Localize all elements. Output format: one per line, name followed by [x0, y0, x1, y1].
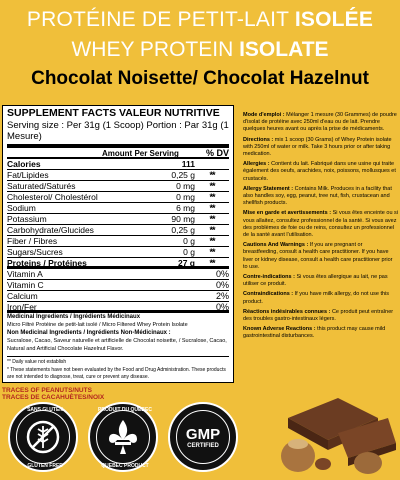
nutrient-value: 0 g	[183, 247, 195, 257]
nutrient-name: Cholesterol/ Cholestérol	[7, 192, 98, 202]
vitamin-row	[7, 302, 229, 313]
vitamin-row	[7, 291, 229, 302]
chocolate-hazelnut-image	[268, 388, 398, 476]
nutrient-dv	[195, 159, 229, 169]
nutrient-value: 90 mg	[171, 214, 195, 224]
amount-header: Amount Per Serving % DV	[7, 148, 229, 159]
reactions-fr: Réactions indésirables connues : Ce produit peut entraîner des troubles gastro-intestinaux légers.	[243, 308, 394, 323]
nutrient-dv: **	[209, 181, 215, 191]
contraindications: Contraindications : If you have milk allergy, do not use this product.	[243, 291, 390, 305]
allergy-en: Allergy Statement : Contains Milk. Produces in a facility that also handles soy, egg, peanut, tree nut, fish, crustacean and shellfish products.	[243, 185, 392, 207]
vitamin-row	[7, 269, 229, 280]
nutrient-row	[7, 236, 229, 247]
mise-en-garde: Mise en garde et avertissements : Si vous êtes enceinte ou si vous allaitez, consultez professionnel de la santé. Si vous avez des problèmes de foie ou de reins, consultez un professionnel de la santé avant l'utilisation.	[243, 210, 399, 239]
footnotes	[7, 356, 229, 382]
nutrient-dv: **	[209, 192, 215, 202]
vitamin-dv: 0%	[215, 269, 229, 279]
nutrient-name: Calories	[7, 159, 41, 169]
vitamin-name: Calcium	[7, 291, 38, 301]
facts-heading: SUPPLEMENT FACTS VALEUR NUTRITIVE	[7, 107, 220, 119]
gluten-free-badge: SANS GLUTEN GLUTEN FREE	[8, 402, 78, 472]
nutrient-dv: **	[209, 225, 215, 235]
title-english: WHEY PROTEIN ISOLATE	[71, 38, 329, 61]
nutrient-row	[7, 192, 229, 203]
serving-size: Serving size : Per 31g (1 Scoop) Portion : Par 31g (1 Mesure)	[7, 120, 229, 148]
nutrient-name: Fat/Lipides	[7, 170, 49, 180]
fleur-de-lis-icon	[96, 410, 150, 464]
nutrient-name: Carbohydrate/Glucides	[7, 225, 94, 235]
nonmed-ing-label: Non Medicinal Ingredients / Ingrédients Non-Médicinaux :	[7, 330, 171, 336]
vitamin-dv: 0%	[215, 280, 229, 290]
title-french: PROTÉINE DE PETIT-LAIT ISOLÉE	[26, 8, 374, 31]
quebec-product-badge: PRODUIT DU QUÉBEC QUEBEC PRODUCT	[88, 402, 158, 472]
directions: Directions : mix 1 scoop (30 Grams) of Whey Protein isolate with 250ml of water or milk. Take 3 hours prior or after taking medication.	[243, 136, 392, 158]
nutrient-name: Sodium	[7, 203, 36, 213]
usage-info	[243, 112, 398, 344]
nutrient-name: Fiber / Fibres	[7, 236, 58, 246]
nutrient-name: Sugars/Sucres	[7, 247, 63, 257]
supplement-facts-panel	[2, 105, 234, 383]
nutrient-name: Potassium	[7, 214, 47, 224]
nutrient-name: Saturated/Saturés	[7, 181, 76, 191]
nutrient-row	[7, 203, 229, 214]
nutrient-value: 6 mg	[176, 203, 195, 213]
vitamin-rows	[7, 269, 229, 313]
nutrient-value: 0 mg	[176, 181, 195, 191]
nutrient-value: 0,25 g	[171, 170, 195, 180]
gmp-certified-badge: GMP CERTIFIED	[168, 402, 238, 472]
nutrient-row	[7, 258, 229, 269]
contre-indications: Contre-indications : Si vous êtes allergique au lait, ne pas utiliser ce produit.	[243, 274, 388, 288]
nutrient-row	[7, 247, 229, 258]
adverse-reactions: Known Adverse Reactions : this product may cause mild gastrointestinal disturbances.	[243, 326, 386, 340]
nutrient-value: 0,25 g	[171, 225, 195, 235]
nutrient-row	[7, 214, 229, 225]
nutrient-row	[7, 225, 229, 236]
vitamin-row	[7, 280, 229, 291]
med-ing-label: Medicinal Ingredients / Ingrédients Médicinaux	[7, 314, 141, 320]
nutrient-row	[7, 159, 229, 170]
flavor-title: Chocolat Noisette/ Chocolat Hazelnut	[31, 68, 369, 89]
nutrient-dv: **	[209, 203, 215, 213]
nutrient-dv: **	[209, 170, 215, 180]
nutrient-dv: **	[209, 258, 215, 268]
cautions: Cautions And Warnings : If you are pregnant or breastfeeding, consult a health care practitioner. If you have liver or kidney disease, consult a health care practitioner prior to use.	[243, 242, 393, 270]
mode-emploi: Mode d'emploi : Mélanger 1 mesure (30 Grammes) de poudre d'isolat de protéine avec 250ml d'eau ou de lait. Prendre quelques heures avant ou après la prise de médicaments.	[243, 112, 397, 133]
ingredients	[7, 313, 229, 353]
trace-warning: TRACES OF PEANUTS/NUTS TRACES DE CACAHUÈTES/NOIX	[2, 387, 105, 401]
wheat-crossed-icon	[16, 410, 70, 464]
vitamin-name: Vitamin A	[7, 269, 43, 279]
nutrient-value: 0 g	[183, 236, 195, 246]
vitamin-name: Iron/Fer	[7, 302, 37, 312]
nutrient-row	[7, 181, 229, 192]
nutrient-value: 111	[181, 159, 195, 169]
nutrient-value: 0 mg	[176, 192, 195, 202]
allergies-fr: Allergies : Contient du lait. Fabriqué dans une usine qui traite également des oeufs, arachides, noix, poissons, mollusques et crustacés.	[243, 161, 396, 182]
vitamin-dv: 2%	[215, 291, 229, 301]
nutrient-dv: **	[209, 214, 215, 224]
nutrient-row	[7, 170, 229, 181]
med-ing: Micro Filtré Protéine de petit-lait isolé / Micro Filtered Whey Protein Isolate	[7, 322, 188, 328]
nonmed-ing: Sucralose, Cacao, Saveur naturelle et artificielle de Chocolat noisette, / Sucralose, Cacao, Natural and Artificial Chocolate Hazelnut Flavor.	[7, 338, 227, 352]
nutrient-rows	[7, 159, 229, 269]
nutrient-dv: **	[209, 247, 215, 257]
nutrient-name: Proteins / Protéines	[7, 258, 87, 268]
nutrient-dv: **	[209, 236, 215, 246]
vitamin-dv: 0%	[215, 302, 229, 312]
fda-disclaimer: * These statements have not been evaluated by the Food and Drug Administration. These products are not intended to diagnose, treat, cure or prevent any disease.	[7, 366, 226, 380]
daily-value-note: ** Daily value not establish	[7, 359, 67, 365]
vitamin-name: Vitamin C	[7, 280, 44, 290]
nutrient-value: 27 g	[177, 258, 195, 268]
